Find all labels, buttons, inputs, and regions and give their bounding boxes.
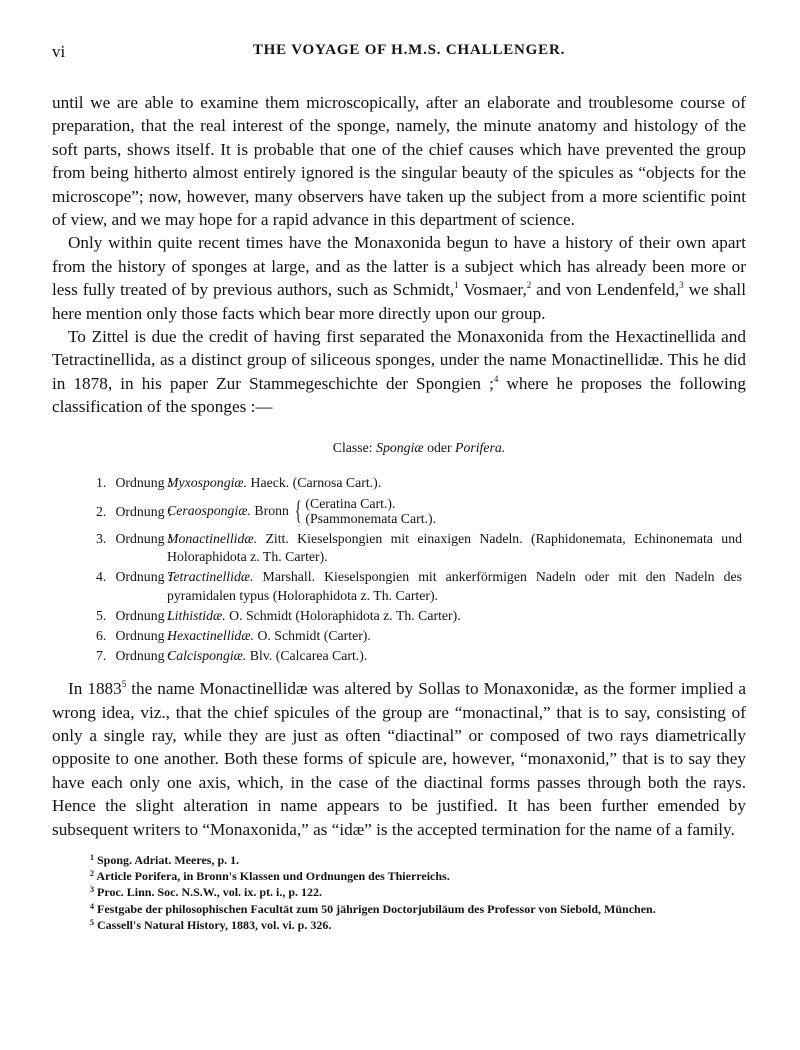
classe-heading: Classe: Spongiæ oder Porifera. (332, 439, 506, 455)
order-name: Hexactinellidæ. (167, 627, 254, 643)
paragraph-1: until we are able to examine them microscopically, after an elaborate and troublesome course of preparation, that the real interest of the sponge, namely, the minute anatomy and histology of the soft parts, shows itself. It is probable that one of the chief causes which have prevented the group from being hitherto almost entirely ignored is the singular beauty of the spicules as “objects for the microscope”; now, however, many observers have taken up the subject from a more scientific point of view, and we may hope for a rapid advance in this department of science. (52, 93, 746, 230)
footnote: $^5$ Cassell's Natural History, 1883, vol. vi. p. 326. (90, 917, 332, 932)
body-text-upper (52, 91, 746, 419)
running-title: THE VOYAGE OF H.M.S. CHALLENGER. (252, 42, 566, 58)
order-name: Myxospongiæ. (167, 475, 248, 491)
footnote-ref[interactable]: 3 (679, 280, 684, 291)
order-item: 5. Ordnung : Lithistidæ. O. Schmidt (Holoraphidota z. Th. Carter). (96, 607, 461, 623)
page-number: vi (52, 42, 66, 61)
classification-table (52, 439, 746, 666)
order-name: Monactinellidæ. (167, 530, 258, 546)
page (52, 42, 746, 933)
order-list (52, 474, 746, 665)
order-item: 7. Ordnung : Calcispongiæ. Blv. (Calcarea Cart.). (96, 647, 368, 663)
order-item: 3. Ordnung : Monactinellidæ. Zitt. Kieselspongien mit einaxigen Nadeln. (Raphidonemata, Echinonemata und Holoraphidota z. Th. Carter). (96, 530, 742, 565)
footnote-ref[interactable]: 5 (121, 679, 127, 690)
footnote: $^2$ Article Porifera, in Bronn's Klassen und Ordnungen des Thierreichs. (90, 869, 450, 884)
order-name: Ceraospongiæ. (167, 502, 251, 518)
order-item: 1. Ordnung : Myxospongiæ. Haeck. (Carnosa Cart.). (96, 475, 382, 491)
footnote: $^1$ Spong. Adriat. Meeres, p. 1. (90, 853, 240, 868)
order-item: 2. Ordnung : Ceraospongiæ. Bronn { (Ceratina Cart.). (Psammonemata Cart.). (96, 496, 437, 527)
order-item: 4. Ordnung : Tetractinellidæ. Marshall. Kieselspongien mit ankerförmigen Nadeln oder mit den Nadeln des pyramidalen typus (Holoraphidota z. Th. Carter). (96, 569, 742, 603)
brace-icon: { (294, 496, 302, 526)
paragraph-4: In 1883$^5$ the name Monactinellidæ was altered by Sollas to Monaxonidæ, as the former implied a wrong idea, viz., that the chief spicules of the group are “monactinal,” that is to say, consisting of only a single ray, while they are just as often “diactinal” or composed of two rays diametrically opposite to one another. Both these forms of spicule are, however, “monaxonid,” that is to say they have each only one axis, which, in the case of the diactinal forms passes through both the rays. Hence the slight alteration in name appears to be justified. It has been further emended by subsequent writers to “Monaxonida,” as “idæ” is the accepted termination for the name of a family. (52, 679, 747, 839)
paragraph-2: Only within quite recent times have the Monaxonida begun to have a history of their own apart from the history of sponges at large, and as the latter is a subject which has already been more or less fully treated of by previous authors, such as Schmidt,$^1$ Vosmaer,$^2$ and von Lendenfeld,$^3$ we shall here mention only those facts which bear more directly upon our group. (52, 233, 746, 323)
footnote-ref[interactable]: 4 (493, 373, 499, 384)
order-name: Lithistidæ. (167, 607, 226, 623)
order-name: Calcispongiæ. (167, 647, 247, 663)
footnote: $^4$ Festgabe der philosophischen Facultät zum 50 jährigen Doctorjubiläum des Professor von Siebold, München. (90, 901, 656, 916)
running-head (52, 42, 746, 68)
order-name: Tetractinellidæ. (167, 569, 254, 585)
paragraph-3: To Zittel is due the credit of having first separated the Monaxonida from the Hexactinellida and Tetractinellida, as a distinct group of siliceous sponges, under the name Monactinellidæ. This he did in 1878, in his paper Zur Stammegeschichte der Spongien ;$^4$ where he proposes the following classification of the sponges :— (52, 327, 746, 417)
footnote-ref[interactable]: 2 (526, 280, 532, 291)
body-text-lower (52, 677, 746, 841)
order-item: 6. Ordnung : Hexactinellidæ. O. Schmidt (Carter). (96, 627, 371, 643)
footnote: $^3$ Proc. Linn. Soc. N.S.W., vol. ix. pt. i., p. 122. (90, 885, 323, 900)
footnote-ref[interactable]: 1 (454, 280, 459, 291)
footnotes (52, 852, 746, 933)
